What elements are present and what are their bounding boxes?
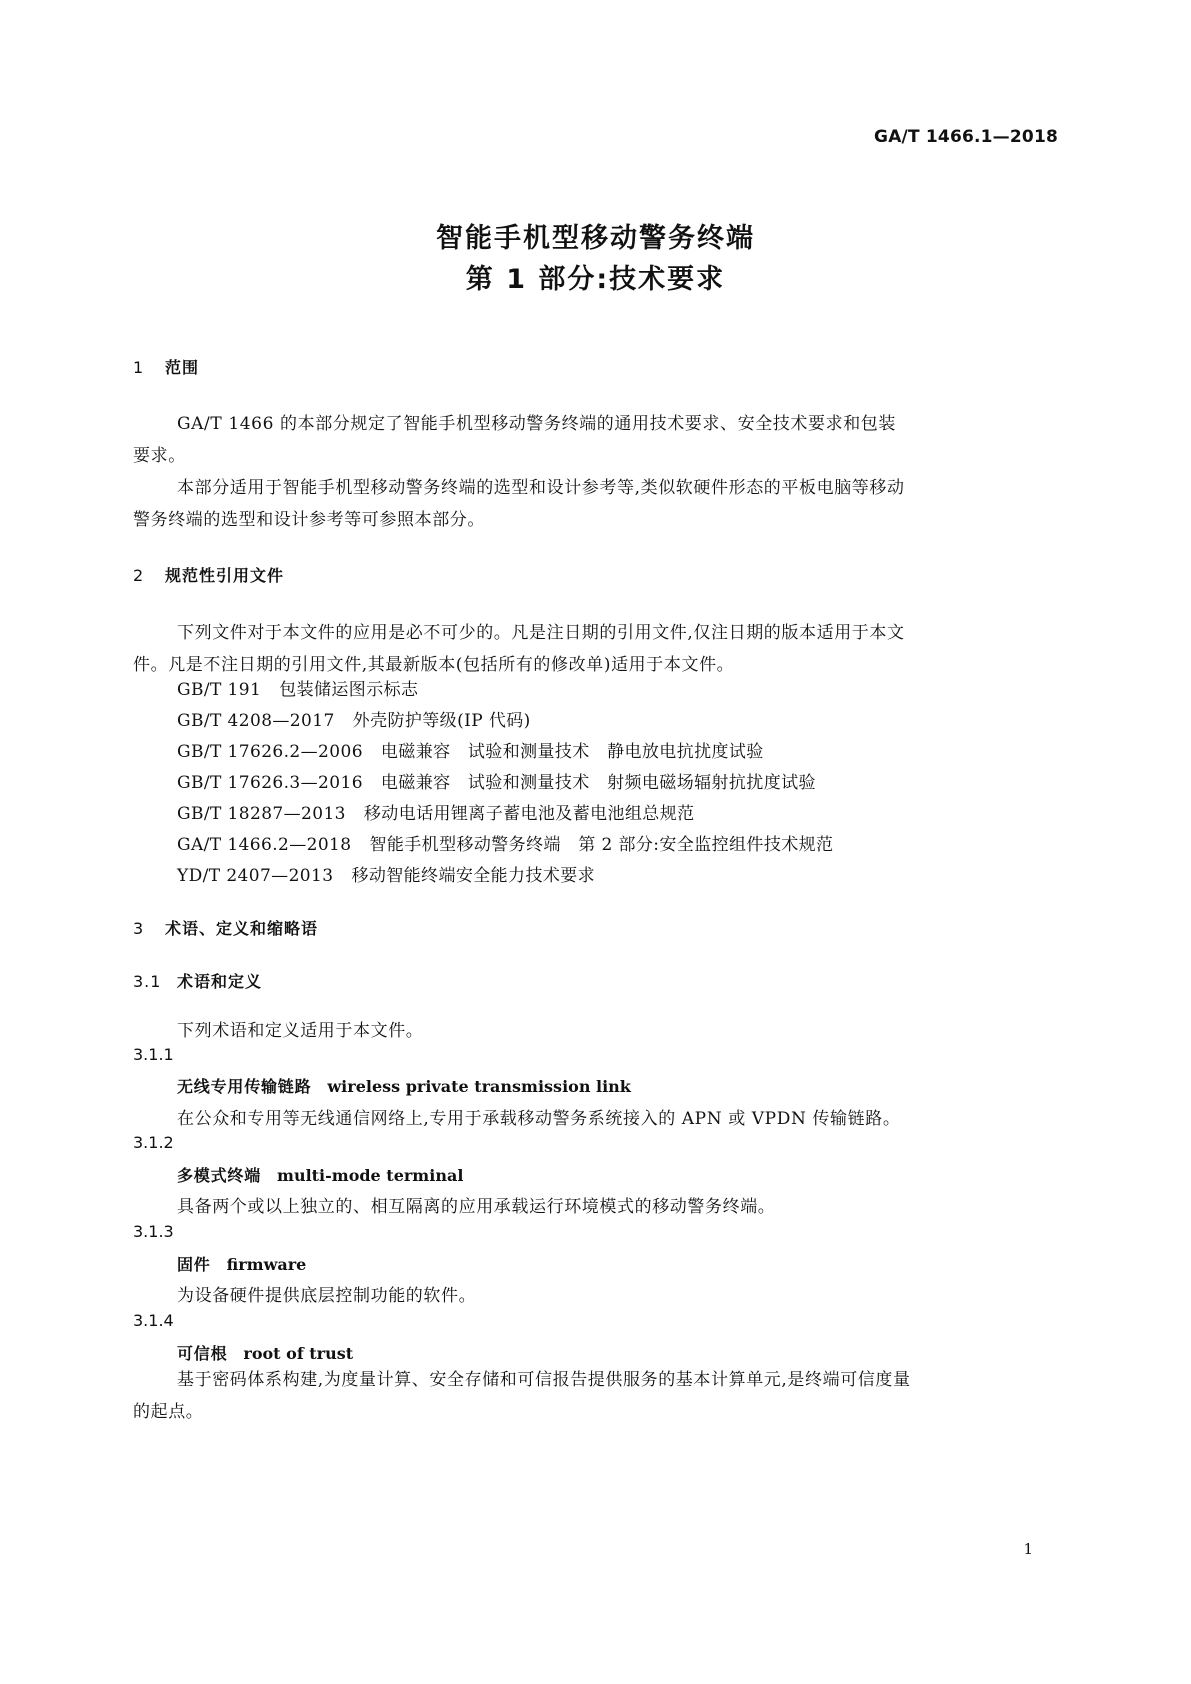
reference-code: YD/T 2407—2013 [177,866,334,886]
section-number: 1 [133,358,145,377]
section-1-body [133,408,1058,536]
reference-code: GB/T 17626.2—2006 [177,742,363,762]
reference-code: GB/T 191 [177,680,262,700]
reference-item [177,830,833,861]
term-zh: 多模式终端 [177,1166,262,1185]
paragraph-line: 件。凡是不注日期的引用文件,其最新版本(包括所有的修改单)适用于本文件。 [133,655,735,675]
term-number: 3.1.2 [133,1133,174,1152]
reference-title: 电磁兼容 试验和测量技术 射频电磁场辐射抗扰度试验 [380,773,816,793]
term-number: 3.1.4 [133,1311,174,1330]
section-title: 规范性引用文件 [165,566,285,585]
paragraph-line: 的起点。 [133,1402,204,1422]
term-en: firmware [226,1255,307,1274]
term-definition: 在公众和专用等无线通信网络上,专用于承载移动警务系统接入的 APN 或 VPDN 传输链路。 [177,1109,901,1129]
reference-item [177,799,833,830]
reference-title: 移动智能终端安全能力技术要求 [351,866,596,886]
reference-list [177,675,833,892]
section-number: 3 [133,919,145,938]
term-zh: 无线专用传输链路 [177,1077,312,1096]
term-en: multi-mode terminal [277,1166,464,1185]
reference-code: GA/T 1466.2—2018 [177,835,352,855]
reference-code: GB/T 18287—2013 [177,804,346,824]
term-zh: 可信根 [177,1344,228,1363]
subsection-number: 3.1 [133,972,162,991]
term-en: root of trust [243,1344,354,1363]
reference-code: GB/T 17626.3—2016 [177,773,363,793]
reference-item [177,675,833,706]
reference-item [177,706,833,737]
term-heading [177,1341,353,1364]
term-definition [133,1364,1058,1428]
term-heading [177,1074,631,1097]
paragraph-line: 下列文件对于本文件的应用是必不可少的。凡是注日期的引用文件,仅注日期的版本适用于本文 [177,623,905,643]
section-title: 术语、定义和缩略语 [165,919,319,938]
section-1-heading [133,355,199,378]
term-definition: 具备两个或以上独立的、相互隔离的应用承载运行环境模式的移动警务终端。 [177,1197,776,1217]
reference-code: GB/T 4208—2017 [177,711,335,731]
subsection-title: 术语和定义 [177,972,263,991]
term-en: wireless private transmission link [327,1077,631,1096]
reference-title: 智能手机型移动警务终端 第 2 部分:安全监控组件技术规范 [369,835,834,855]
standard-code: GA/T 1466.1—2018 [874,127,1058,147]
term-number: 3.1.1 [133,1045,174,1064]
paragraph-line: 要求。 [133,446,186,466]
section-3-heading [133,916,318,939]
paragraph-line: 基于密码体系构建,为度量计算、安全存储和可信报告提供服务的基本计算单元,是终端可信度量 [177,1370,911,1390]
term-definition: 为设备硬件提供底层控制功能的软件。 [177,1286,477,1306]
paragraph-line: GA/T 1466 的本部分规定了智能手机型移动警务终端的通用技术要求、安全技术要求和包装 [177,414,896,434]
reference-item [177,768,833,799]
reference-item [177,861,833,892]
page-number: 1 [1023,1540,1033,1558]
term-heading [177,1252,306,1275]
subsection-intro: 下列术语和定义适用于本文件。 [177,1021,424,1041]
reference-title: 移动电话用锂离子蓄电池及蓄电池组总规范 [363,804,695,824]
reference-title: 外壳防护等级(IP 代码) [352,711,531,731]
term-heading [177,1163,463,1186]
term-zh: 固件 [177,1255,211,1274]
reference-title: 包装储运图示标志 [279,680,419,700]
paragraph-line: 本部分适用于智能手机型移动警务终端的选型和设计参考等,类似软硬件形态的平板电脑等移动 [177,478,905,498]
reference-item [177,737,833,768]
document-title-line2: 第 1 部分:技术要求 [465,264,726,295]
subsection-3-1-heading [133,969,262,992]
reference-title: 电磁兼容 试验和测量技术 静电放电抗扰度试验 [380,742,764,762]
term-number: 3.1.3 [133,1222,174,1241]
section-title: 范围 [165,358,200,377]
section-2-heading [133,563,284,586]
section-number: 2 [133,566,145,585]
paragraph-line: 警务终端的选型和设计参考等可参照本部分。 [133,510,485,530]
document-title-line1: 智能手机型移动警务终端 [436,223,755,254]
section-2-intro [133,617,1058,681]
